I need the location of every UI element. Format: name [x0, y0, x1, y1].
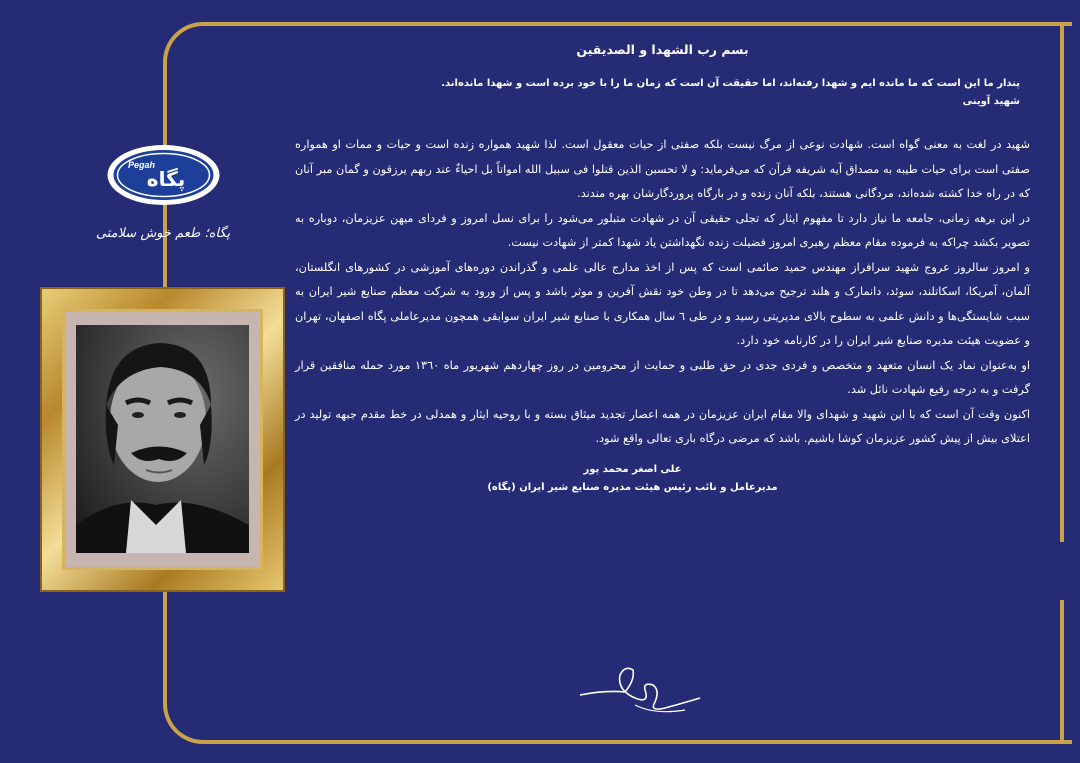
gold-frame-right-bottom	[1060, 600, 1064, 740]
paragraph-2: در این برهه زمانی، جامعه ما نیاز دارد تا مفهوم ایثار که تجلی حقیقی آن در شهادت متبلور می‌شود را برای نسل امروز و فردای میهن عزیزمان، دوباره به تصویر بکشد چراکه به فرموده مقام معظم رهبری امروز فضیلت زنده نگهداشتن یاد شهدا کمتر از شهادت نیست.	[295, 211, 1030, 249]
logo-latin-text: Pegah	[128, 160, 156, 170]
signatory-title: مدیرعامل و نائب رئیس هیئت مدیره صنایع شیر ایران (پگاه)	[487, 481, 778, 493]
letter-content	[295, 42, 1030, 493]
paragraph-3: و امروز سالروز عروج شهید سرافراز مهندس حمید صائمی است که پس از اخذ مدارج عالی علمی و گذراندن دوره‌های آموزشی در کشورهای انگلستان، آلمان، آمریکا، اسکاتلند، سوئد، دانمارک و هلند ترجیح می‌دهد تا در وطن خود نقش آفرین و موثر باشد و پس از ورود به شرکت معظم صنایع شیر ایران به سبب شایستگی‌ها و دانش علمی به سطوح بالای مدیریتی رسید و در طی ٦ سال همکاری با صنایع شیر ایران سوابقی همچون مدیرعاملی پگاه اصفهان، تهران و عضویت هیئت مدیره صنایع شیر ایران را در کارنامه خود دارد.	[295, 260, 1030, 347]
paragraph-4: او به‌عنوان نماد یک انسان متعهد و متخصص و فردی جدی در حق طلبی و حمایت از محرومین در روز چهاردهم شهریور ماه ١٣٦٠ مورد حمله منافقین قرار گرفت و به درجه رفیع شهادت نائل شد.	[295, 358, 1030, 396]
logo-persian-text: پگاه	[146, 167, 186, 191]
brand-tagline: پگاه؛ طعم خوش سلامتی	[95, 226, 231, 241]
quote-text: پندار ما این است که ما مانده ایم و شهدا رفته‌اند، اما حقیقت آن است که زمان ما را با خود برده است و شهدا مانده‌اند.	[441, 78, 1020, 89]
portrait-mat	[62, 309, 263, 570]
gold-frame-right-top	[1060, 22, 1064, 542]
handwritten-signature	[575, 660, 705, 720]
letter-heading: بسم رب الشهدا و الصدیقین	[576, 42, 749, 57]
portrait-frame	[40, 287, 285, 592]
paragraph-5: اکنون وقت آن است که با این شهید و شهدای والا مقام ایران عزیزمان در همه اعصار تجدید میثاق بسته و با روحیه ایثار و همدلی در خط مقدم جبهه تولید در اعتلای بیش از پیش کشور عزیزمان کوشا باشیم. باشد که مرضی درگاه باری تعالی واقع شود.	[295, 407, 1030, 445]
signatory-name: علی اصغر محمد پور	[583, 463, 682, 475]
pegah-logo	[106, 144, 221, 206]
paragraph-1: شهید در لغت به معنی گواه است. شهادت نوعی از مرگ نیست بلکه صفتی از حیات معقول است. لذا شهید همواره زنده است و حیات و ممات او همواره صفتی است برای حیات طیبه به مصداق آیه شریفه قرآن که می‌فرماید: و لا تحسبن الذین قتلوا فی سبیل الله امواتاً بل احیاءٌ عند ربهم یرزقون و گمان مبر آنان که در راه خدا کشته شده‌اند، مردگانی هستند، بلکه آنان زنده و در بارگاه پروردگارشان بهره مندند.	[295, 138, 1030, 200]
quote-author: شهید آوینی	[962, 96, 1020, 107]
martyr-portrait	[76, 325, 249, 553]
letter-body	[295, 133, 1030, 452]
